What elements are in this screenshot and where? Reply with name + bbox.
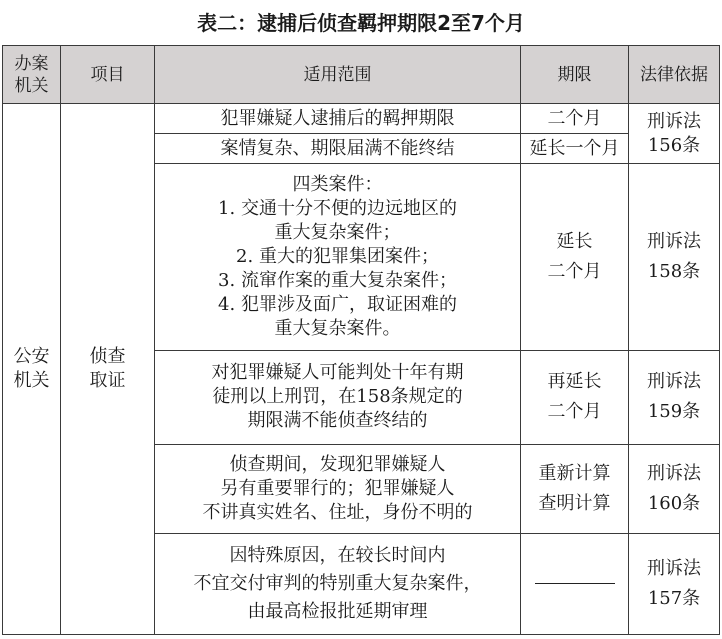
period-cell: 重新计算 查明计算 <box>521 444 629 533</box>
table-row <box>3 104 720 134</box>
header-row <box>3 46 720 104</box>
scope-cell: 案情复杂、期限届满不能终结 <box>155 134 521 164</box>
scope-cell: 侦查期间，发现犯罪嫌疑人 另有重要罪行的；犯罪嫌疑人 不讲真实姓名、住址，身份不明的 <box>155 444 521 533</box>
basis-cell: 刑诉法 158条 <box>629 164 720 350</box>
table-title: 表二：逮捕后侦查羁押期限2至7个月 <box>197 11 525 35</box>
dash-line <box>535 583 615 584</box>
scope-cell: 犯罪嫌疑人逮捕后的羁押期限 <box>155 104 521 134</box>
period-cell: 延长 二个月 <box>521 164 629 350</box>
period-cell: 再延长 二个月 <box>521 350 629 444</box>
scope-cell: 因特殊原因，在较长时间内 不宜交付审判的特别重大复杂案件， 由最高检报批延期审理 <box>155 533 521 634</box>
period-cell-empty <box>521 533 629 634</box>
period-cell: 延长一个月 <box>521 134 629 164</box>
custody-period-table <box>2 45 720 635</box>
basis-cell: 刑诉法 160条 <box>629 444 720 533</box>
scope-cell: 对犯罪嫌疑人可能判处十年有期 徒刑以上刑罚，在158条规定的 期限满不能侦查终结的 <box>155 350 521 444</box>
scope-cell: 四类案件： 1. 交通十分不便的边远地区的 重大复杂案件； 2. 重大的犯罪集团案件； 3. 流窜作案的重大复杂案件； 4. 犯罪涉及面广，取证困难的 重大复杂案件。 <box>155 164 521 350</box>
basis-cell: 刑诉法 157条 <box>629 533 720 634</box>
period-cell: 二个月 <box>521 104 629 134</box>
basis-cell: 刑诉法 156条 <box>629 104 720 164</box>
header-item: 项目 <box>61 46 155 104</box>
basis-cell: 刑诉法 159条 <box>629 350 720 444</box>
organ-cell: 公安 机关 <box>3 104 61 635</box>
header-period: 期限 <box>521 46 629 104</box>
header-organ: 办案 机关 <box>3 46 61 104</box>
header-scope: 适用范围 <box>155 46 521 104</box>
header-basis: 法律依据 <box>629 46 720 104</box>
item-cell: 侦查 取证 <box>61 104 155 635</box>
